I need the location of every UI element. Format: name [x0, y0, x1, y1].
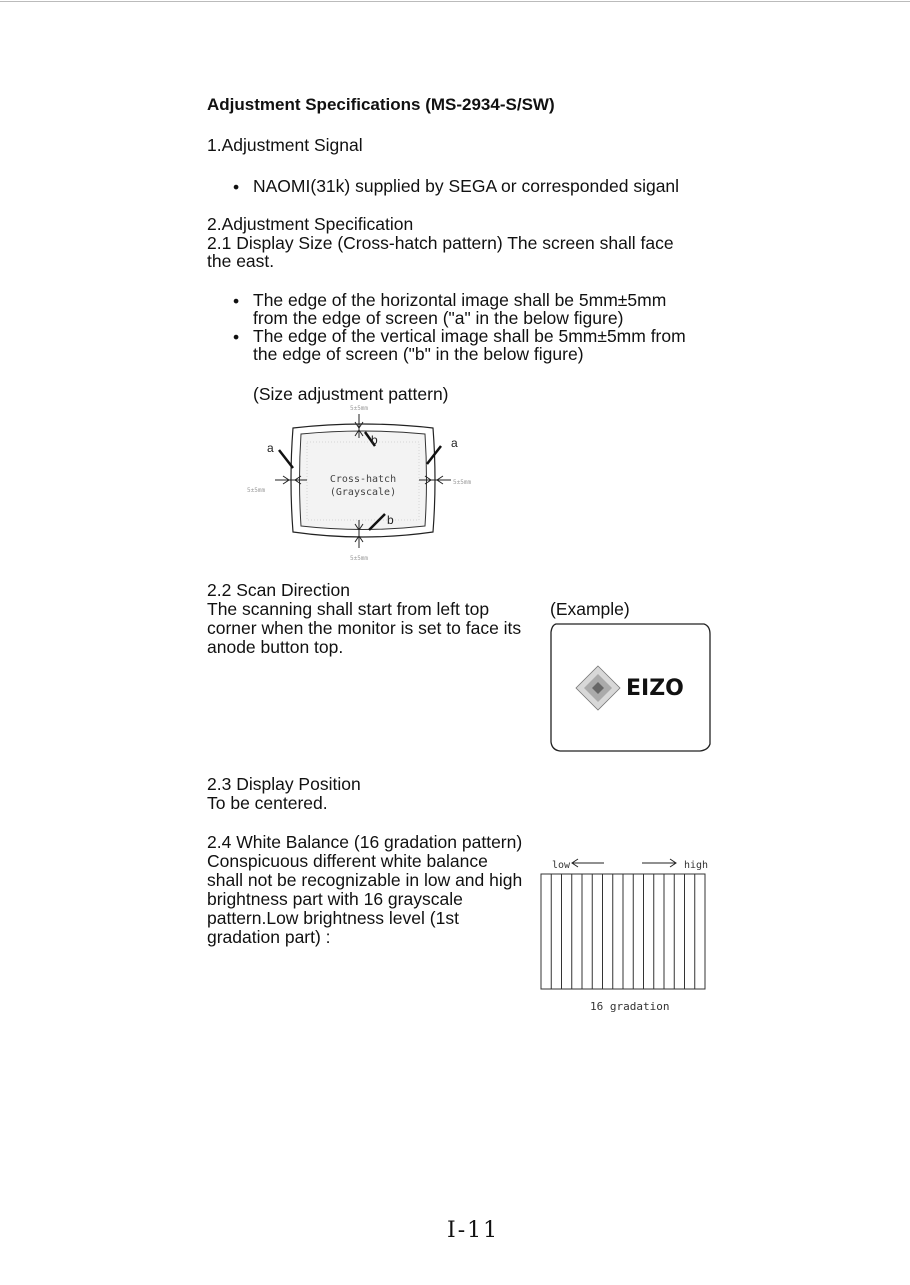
label-b-top: b	[371, 433, 378, 447]
gradation-caption: 16 gradation	[590, 1000, 670, 1013]
section2-3-heading: 2.3 Display Position	[207, 774, 361, 794]
section2-4-line3: brightness part with 16 grayscale	[207, 889, 463, 909]
section2-1-line2: the east.	[207, 251, 275, 271]
section2-2-line2: corner when the monitor is set to face its	[207, 618, 522, 638]
label-a-left: a	[267, 441, 274, 455]
size-pattern-caption: (Size adjustment pattern)	[253, 384, 449, 404]
section2-4-line5: gradation part) :	[207, 927, 331, 947]
gradation-figure	[538, 850, 718, 1020]
dim-label-left: 5±5mm	[247, 487, 266, 494]
bullet-dot: •	[233, 291, 240, 311]
section2-3-line1: To be centered.	[207, 793, 328, 813]
example-label: (Example)	[550, 599, 630, 619]
section2-4-line1: Conspicuous different white balance	[207, 851, 488, 871]
eizo-logo-text: EIZO	[626, 676, 684, 701]
label-low: low	[552, 860, 571, 871]
page-number: I-11	[447, 1218, 500, 1243]
dim-label-right: 5±5mm	[453, 479, 472, 486]
page-title: Adjustment Specifications (MS-2934-S/SW)	[207, 95, 555, 114]
label-high: high	[684, 860, 709, 871]
section1-heading: 1.Adjustment Signal	[207, 135, 363, 155]
gradation-bars	[551, 874, 695, 989]
dim-label-bottom: 5±5mm	[349, 555, 369, 562]
section2-heading: 2.Adjustment Specification	[207, 214, 414, 234]
bullet-horizontal-line2: from the edge of screen ("a" in the below figure)	[253, 308, 624, 328]
bullet-vertical-line2: the edge of screen ("b" in the below figure)	[253, 344, 584, 364]
inner-label-grayscale: (Grayscale)	[329, 487, 397, 498]
dim-label-top: 5±5mm	[349, 405, 369, 412]
label-a-right: a	[451, 436, 458, 450]
section1-bullet: NAOMI(31k) supplied by SEGA or corresponded siganl	[253, 176, 680, 196]
example-monitor-figure	[548, 620, 714, 754]
bullet-dot: •	[233, 327, 240, 347]
section2-2-heading: 2.2 Scan Direction	[207, 580, 350, 600]
eizo-logo-mark-icon	[576, 666, 620, 710]
label-b-bottom: b	[387, 513, 394, 527]
section2-4-line2: shall not be recognizable in low and high	[207, 870, 523, 890]
size-adjustment-figure	[245, 402, 495, 564]
section2-4-heading: 2.4 White Balance (16 gradation pattern)	[207, 832, 523, 852]
page-top-edge	[0, 1, 910, 2]
bullet-dot: •	[233, 177, 240, 197]
section2-4-line4: pattern.Low brightness level (1st	[207, 908, 459, 928]
bullet-horizontal-line1: The edge of the horizontal image shall be 5mm±5mm	[253, 290, 667, 310]
inner-label-crosshatch: Cross-hatch	[329, 474, 397, 485]
section2-2-line1: The scanning shall start from left top	[207, 599, 490, 619]
bullet-vertical-line1: The edge of the vertical image shall be 5mm±5mm from	[253, 326, 686, 346]
section2-1-line1: 2.1 Display Size (Cross-hatch pattern) The screen shall face	[207, 233, 674, 253]
section2-2-line3: anode button top.	[207, 637, 344, 657]
